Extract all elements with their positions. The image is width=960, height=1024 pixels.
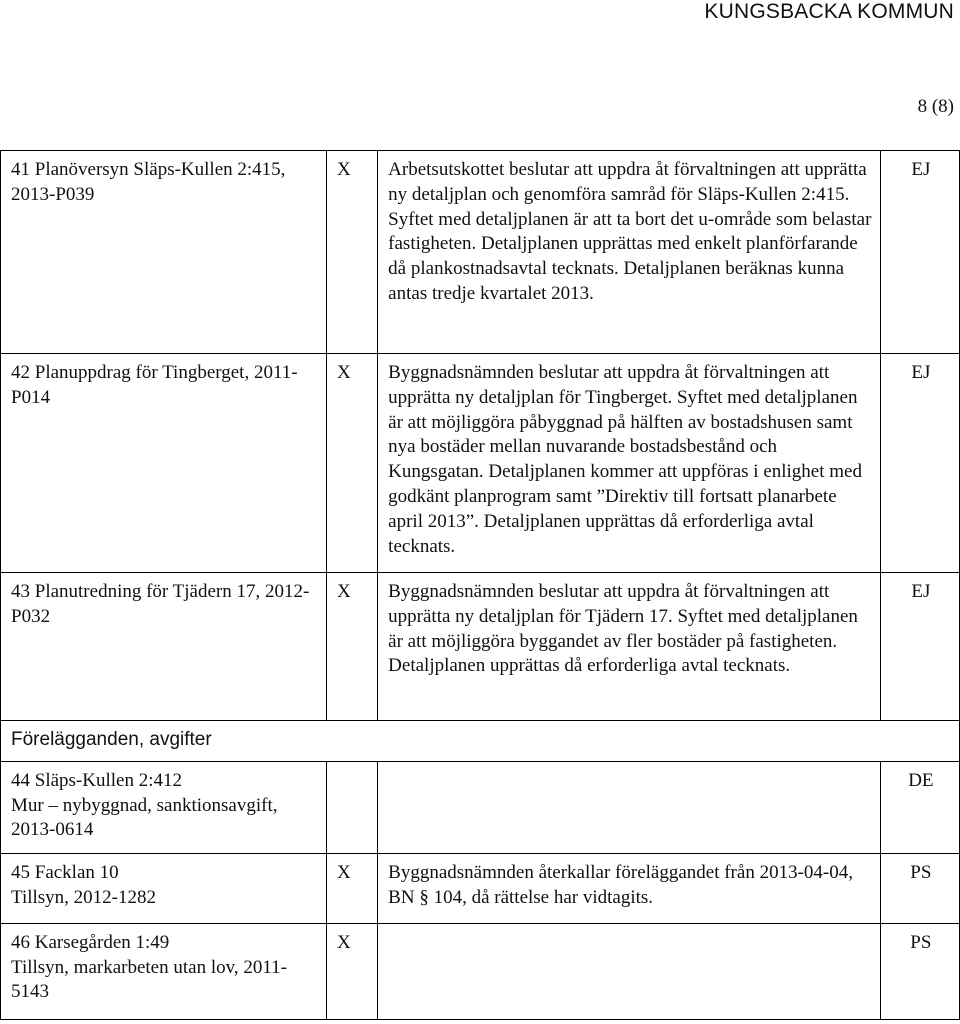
section-heading: Förelägganden, avgifter xyxy=(1,721,960,762)
table-row xyxy=(1,853,960,923)
item-decision-text: Byggnadsnämnden beslutar att uppdra åt förvaltningen att upprätta ny detaljplan för Tjädern 17. Syftet med detaljplanen är att möjliggöra byggandet av fler bostäder på fastigheten. Detaljplanen upprättas då erforderliga avtal tecknats. xyxy=(378,573,881,721)
table-row xyxy=(1,151,960,354)
item-title: 46 Karsegården 1:49 Tillsyn, markarbeten utan lov, 2011-5143 xyxy=(1,923,327,1019)
item-code: EJ xyxy=(880,151,959,354)
item-decision-text: Arbetsutskottet beslutar att uppdra åt förvaltningen att upprätta ny detaljplan och genomföra samråd för Släps-Kullen 2:415. Syftet med detaljplanen är att ta bort det u-område som belastar fastigheten. Detaljplanen upprättas med enkelt planförfarande då plankostnadsavtal tecknats. Detaljplanen beräknas kunna antas tredje kvartalet 2013. xyxy=(378,151,881,354)
table-row xyxy=(1,761,960,853)
item-code: PS xyxy=(880,923,959,1019)
item-title: 44 Släps-Kullen 2:412 Mur – nybyggnad, sanktionsavgift, 2013-0614 xyxy=(1,761,327,853)
item-decision-text xyxy=(378,923,881,1019)
item-decision-text: Byggnadsnämnden beslutar att uppdra åt förvaltningen att upprätta ny detaljplan för Tingberget. Syftet med detaljplanen är att möjliggöra påbyggnad på hälften av bostadshusen samt nya bostäder mellan nuvarande bostadsbestånd och Kungsgatan. Detaljplanen kommer att uppföras i enlighet med godkänt planprogram samt ”Direktiv till fortsatt planarbete april 2013”. Detaljplanen upprättas då erforderliga avtal tecknats. xyxy=(378,354,881,573)
page-number: 8 (8) xyxy=(917,96,954,117)
item-mark: X xyxy=(327,354,378,573)
item-title: 45 Facklan 10 Tillsyn, 2012-1282 xyxy=(1,853,327,923)
table-row xyxy=(1,923,960,1019)
table-row xyxy=(1,573,960,721)
item-title: 43 Planutredning för Tjädern 17, 2012-P032 xyxy=(1,573,327,721)
item-code: EJ xyxy=(880,573,959,721)
item-mark xyxy=(327,761,378,853)
item-decision-text xyxy=(378,761,881,853)
item-mark: X xyxy=(327,151,378,354)
item-decision-text: Byggnadsnämnden återkallar föreläggandet från 2013-04-04, BN § 104, då rättelse har vidtagits. xyxy=(378,853,881,923)
item-mark: X xyxy=(327,573,378,721)
item-code: PS xyxy=(880,853,959,923)
table-row xyxy=(1,354,960,573)
item-code: DE xyxy=(880,761,959,853)
item-mark: X xyxy=(327,853,378,923)
section-row xyxy=(1,721,960,762)
item-title: 42 Planuppdrag för Tingberget, 2011-P014 xyxy=(1,354,327,573)
item-mark: X xyxy=(327,923,378,1019)
item-title: 41 Planöversyn Släps-Kullen 2:415, 2013-P039 xyxy=(1,151,327,354)
item-code: EJ xyxy=(880,354,959,573)
organization-header: KUNGSBACKA KOMMUN xyxy=(704,0,954,23)
decision-table xyxy=(0,150,960,1020)
